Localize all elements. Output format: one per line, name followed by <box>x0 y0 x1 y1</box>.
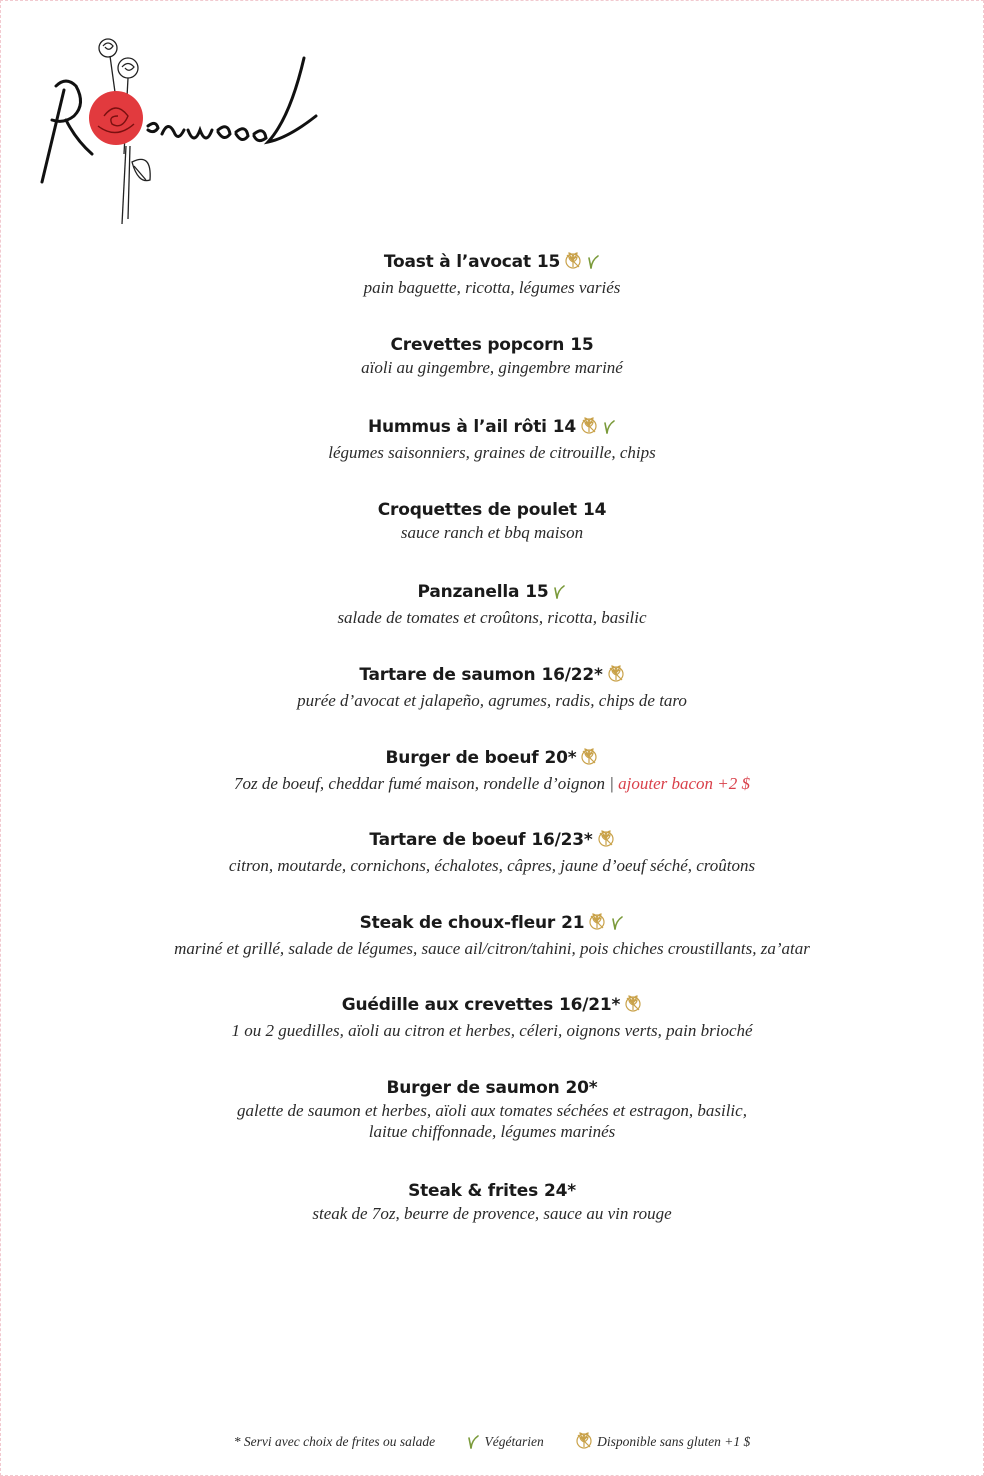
menu-item-title <box>0 333 984 357</box>
menu-item-description: salade de tomates et croûtons, ricotta, basilic <box>337 608 647 627</box>
menu-item-price: 15 <box>525 582 549 602</box>
menu-item-description: purée d’avocat et jalapeño, agrumes, radis, chips de taro <box>297 691 687 710</box>
menu-item-title <box>0 663 984 690</box>
wheat-free-icon <box>607 663 625 690</box>
menu-item-title <box>0 1076 984 1100</box>
menu-item-name: Steak & frites <box>408 1181 538 1201</box>
menu-item-price: 16/21* <box>559 995 621 1015</box>
sprout-icon <box>602 417 616 442</box>
menu-item-description: sauce ranch et bbq maison <box>400 523 584 542</box>
menu-item-description-line2: laitue chiffonnade, légumes marinés <box>368 1122 616 1141</box>
menu-item <box>0 828 984 876</box>
menu-item-description: légumes saisonniers, graines de citrouille, chips <box>328 443 656 462</box>
menu-item <box>0 415 984 463</box>
brand-logo <box>36 34 326 234</box>
menu-item-title <box>0 911 984 938</box>
menu-item-description: aïoli au gingembre, gingembre mariné <box>361 358 623 377</box>
menu-item-name: Tartare de saumon <box>359 665 536 685</box>
menu-item-description: 1 ou 2 guedilles, aïoli au citron et herbes, céleri, oignons verts, pain brioché <box>231 1021 753 1040</box>
menu-item <box>0 746 984 794</box>
menu-item-name: Croquettes de poulet <box>377 500 577 520</box>
wheat-free-icon <box>580 415 598 442</box>
menu-item-description: pain baguette, ricotta, légumes variés <box>363 278 621 297</box>
menu-item-price: 16/22* <box>541 665 603 685</box>
menu-item-name: Steak de choux-fleur <box>359 913 556 933</box>
rosewood-logo-icon <box>36 34 326 234</box>
menu-item-description <box>0 773 984 794</box>
sprout-icon <box>610 913 624 938</box>
menu-item-title <box>0 580 984 607</box>
menu-item-price: 21 <box>561 913 585 933</box>
menu-item-name: Crevettes popcorn <box>390 335 565 355</box>
menu-item-title <box>0 828 984 855</box>
addon-bacon: ajouter bacon +2 $ <box>618 774 750 793</box>
menu-item-price: 20* <box>565 1078 598 1098</box>
wheat-free-icon <box>564 250 582 277</box>
menu-item-price: 20* <box>544 748 577 768</box>
menu-item <box>0 333 984 378</box>
menu-item <box>0 663 984 711</box>
menu-item <box>0 1076 984 1142</box>
menu-item <box>0 993 984 1041</box>
side-note: * Servi avec choix de frites ou salade <box>233 1434 436 1449</box>
menu-item <box>0 1179 984 1224</box>
legend-vegetarian <box>466 1434 543 1449</box>
menu-item-name: Tartare de boeuf <box>369 830 526 850</box>
sprout-icon <box>586 252 600 277</box>
menu-item-price: 24* <box>543 1181 576 1201</box>
menu-item-name: Panzanella <box>417 582 520 602</box>
menu-item-price: 15 <box>536 252 561 272</box>
menu-item-name: Burger de saumon <box>386 1078 560 1098</box>
menu-item-name: Hummus à l’ail rôti <box>367 417 547 437</box>
menu-item-name: Guédille aux crevettes <box>341 995 554 1015</box>
menu-item-title <box>0 498 984 522</box>
menu-item <box>0 580 984 628</box>
legend-vegetarian-label: Végétarien <box>484 1434 544 1449</box>
menu-item-description: mariné et grillé, salade de légumes, sauce ail/citron/tahini, pois chiches croustillants, za’atar <box>174 939 810 958</box>
wheat-free-icon <box>580 746 598 773</box>
menu-item-description: citron, moutarde, cornichons, échalotes, câpres, jaune d’oeuf séché, croûtons <box>228 856 756 875</box>
legend-gluten <box>575 1434 750 1449</box>
menu-item-title <box>0 993 984 1020</box>
menu-item-description-text: 7oz de boeuf, cheddar fumé maison, rondelle d’oignon | <box>233 774 614 793</box>
sprout-icon <box>552 582 566 607</box>
wheat-free-icon <box>575 1430 593 1450</box>
menu-item-description: galette de saumon et herbes, aïoli aux tomates séchées et estragon, basilic, <box>237 1101 747 1120</box>
legend-footer <box>0 1430 984 1450</box>
menu-item-price: 16/23* <box>531 830 593 850</box>
wheat-free-icon <box>624 993 642 1020</box>
menu-item-title <box>0 250 984 277</box>
menu-item-title <box>0 415 984 442</box>
sprout-icon <box>466 1432 480 1450</box>
menu-item <box>0 911 984 959</box>
menu-item-name: Burger de boeuf <box>385 748 539 768</box>
legend-gluten-label: Disponible sans gluten +1 $ <box>597 1434 751 1449</box>
menu-item-title <box>0 1179 984 1203</box>
menu-item-name: Toast à l’avocat <box>383 252 531 272</box>
wheat-free-icon <box>597 828 615 855</box>
menu-item <box>0 498 984 543</box>
menu-item-description: steak de 7oz, beurre de provence, sauce au vin rouge <box>312 1204 672 1223</box>
wheat-free-icon <box>588 911 606 938</box>
menu-item-price: 15 <box>570 335 594 355</box>
menu-item-title <box>0 746 984 773</box>
menu-item <box>0 250 984 298</box>
menu-item-price: 14 <box>582 500 607 520</box>
menu-item-price: 14 <box>552 417 577 437</box>
